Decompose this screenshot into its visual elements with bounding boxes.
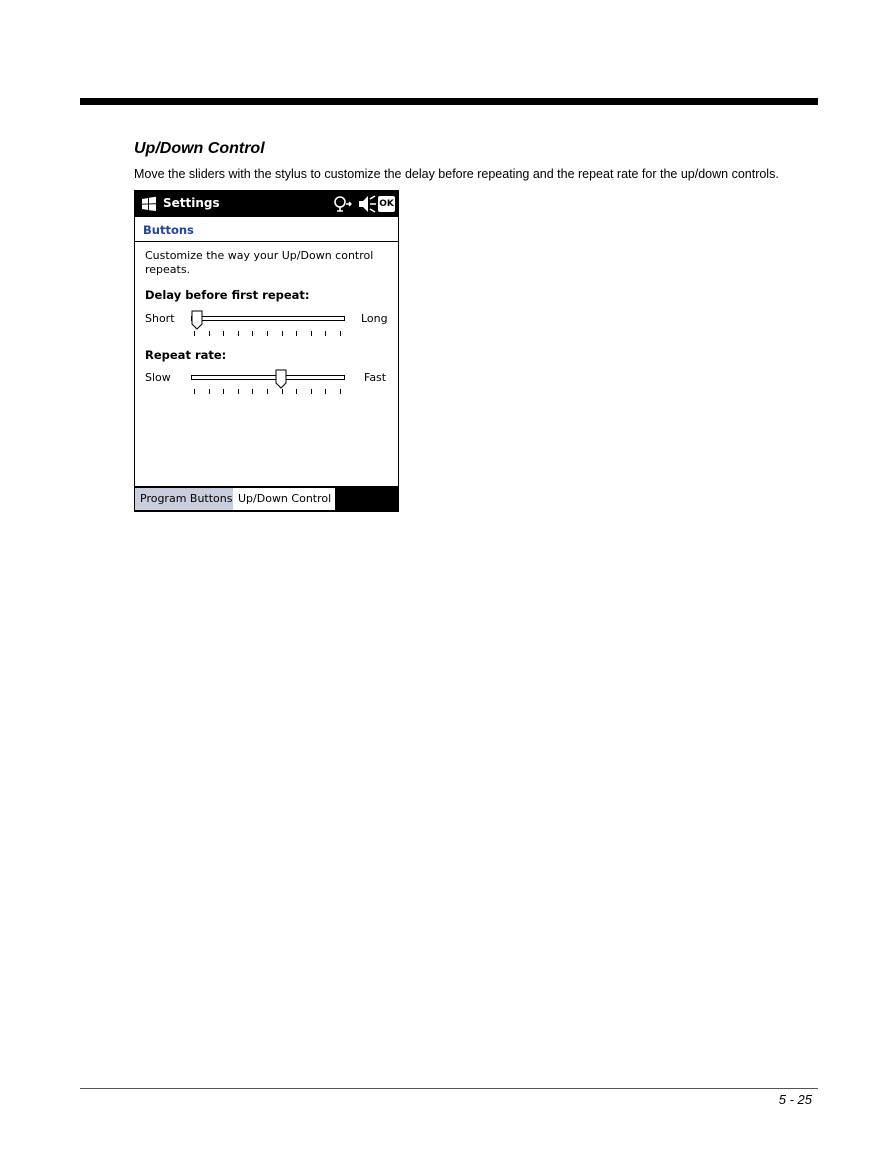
ok-button[interactable]: OK: [378, 196, 395, 212]
description-text: Customize the way your Up/Down control repeats.: [145, 249, 374, 276]
delay-slider-thumb[interactable]: [191, 310, 203, 330]
slider-tick: [209, 389, 210, 394]
connectivity-icon[interactable]: [333, 195, 353, 213]
slider-tick: [194, 389, 195, 394]
rate-slider-thumb[interactable]: [275, 369, 287, 389]
delay-slider-label: Delay before first repeat:: [145, 288, 310, 302]
rate-min-label: Slow: [145, 371, 171, 384]
slider-tick: [282, 389, 283, 394]
tab-bar: [135, 486, 398, 511]
slider-tick: [223, 331, 224, 336]
bottom-rule: [80, 1088, 818, 1089]
rate-slider-track[interactable]: [191, 375, 345, 380]
page-number: 5 - 25: [778, 1092, 812, 1107]
rate-max-label: Fast: [364, 371, 387, 384]
delay-slider-ticks: [194, 331, 340, 337]
device-screenshot: [134, 190, 399, 512]
page-header: [135, 217, 398, 242]
slider-tick: [282, 331, 283, 336]
delay-slider-track[interactable]: [191, 316, 345, 321]
slider-tick: [325, 389, 326, 394]
speaker-muted-icon[interactable]: [357, 195, 377, 213]
section-title: Up/Down Control: [134, 140, 265, 157]
tab-program-buttons[interactable]: Program Buttons: [135, 488, 233, 510]
slider-tick: [267, 331, 268, 336]
slider-tick: [223, 389, 224, 394]
titlebar-title: Settings: [163, 196, 220, 210]
page-header-title: Buttons: [143, 223, 194, 237]
titlebar: [135, 191, 398, 217]
delay-max-label: Long: [361, 312, 388, 325]
slider-tick: [340, 331, 341, 336]
slider-tick: [209, 331, 210, 336]
slider-tick: [311, 331, 312, 336]
slider-tick: [340, 389, 341, 394]
slider-tick: [296, 389, 297, 394]
delay-min-label: Short: [145, 312, 175, 325]
rate-slider-label: Repeat rate:: [145, 348, 227, 362]
intro-text: Move the sliders with the stylus to customize the delay before repeating and the repeat rate for the up/down controls.: [134, 167, 779, 181]
windows-start-icon[interactable]: [141, 196, 157, 212]
slider-tick: [238, 331, 239, 336]
slider-tick: [325, 331, 326, 336]
slider-tick: [296, 331, 297, 336]
rate-slider-ticks: [194, 389, 340, 395]
tab-up-down-control[interactable]: Up/Down Control: [233, 488, 335, 510]
top-rule: [80, 98, 818, 105]
slider-tick: [252, 389, 253, 394]
slider-tick: [267, 389, 268, 394]
slider-tick: [311, 389, 312, 394]
slider-tick: [194, 331, 195, 336]
slider-tick: [238, 389, 239, 394]
slider-tick: [252, 331, 253, 336]
